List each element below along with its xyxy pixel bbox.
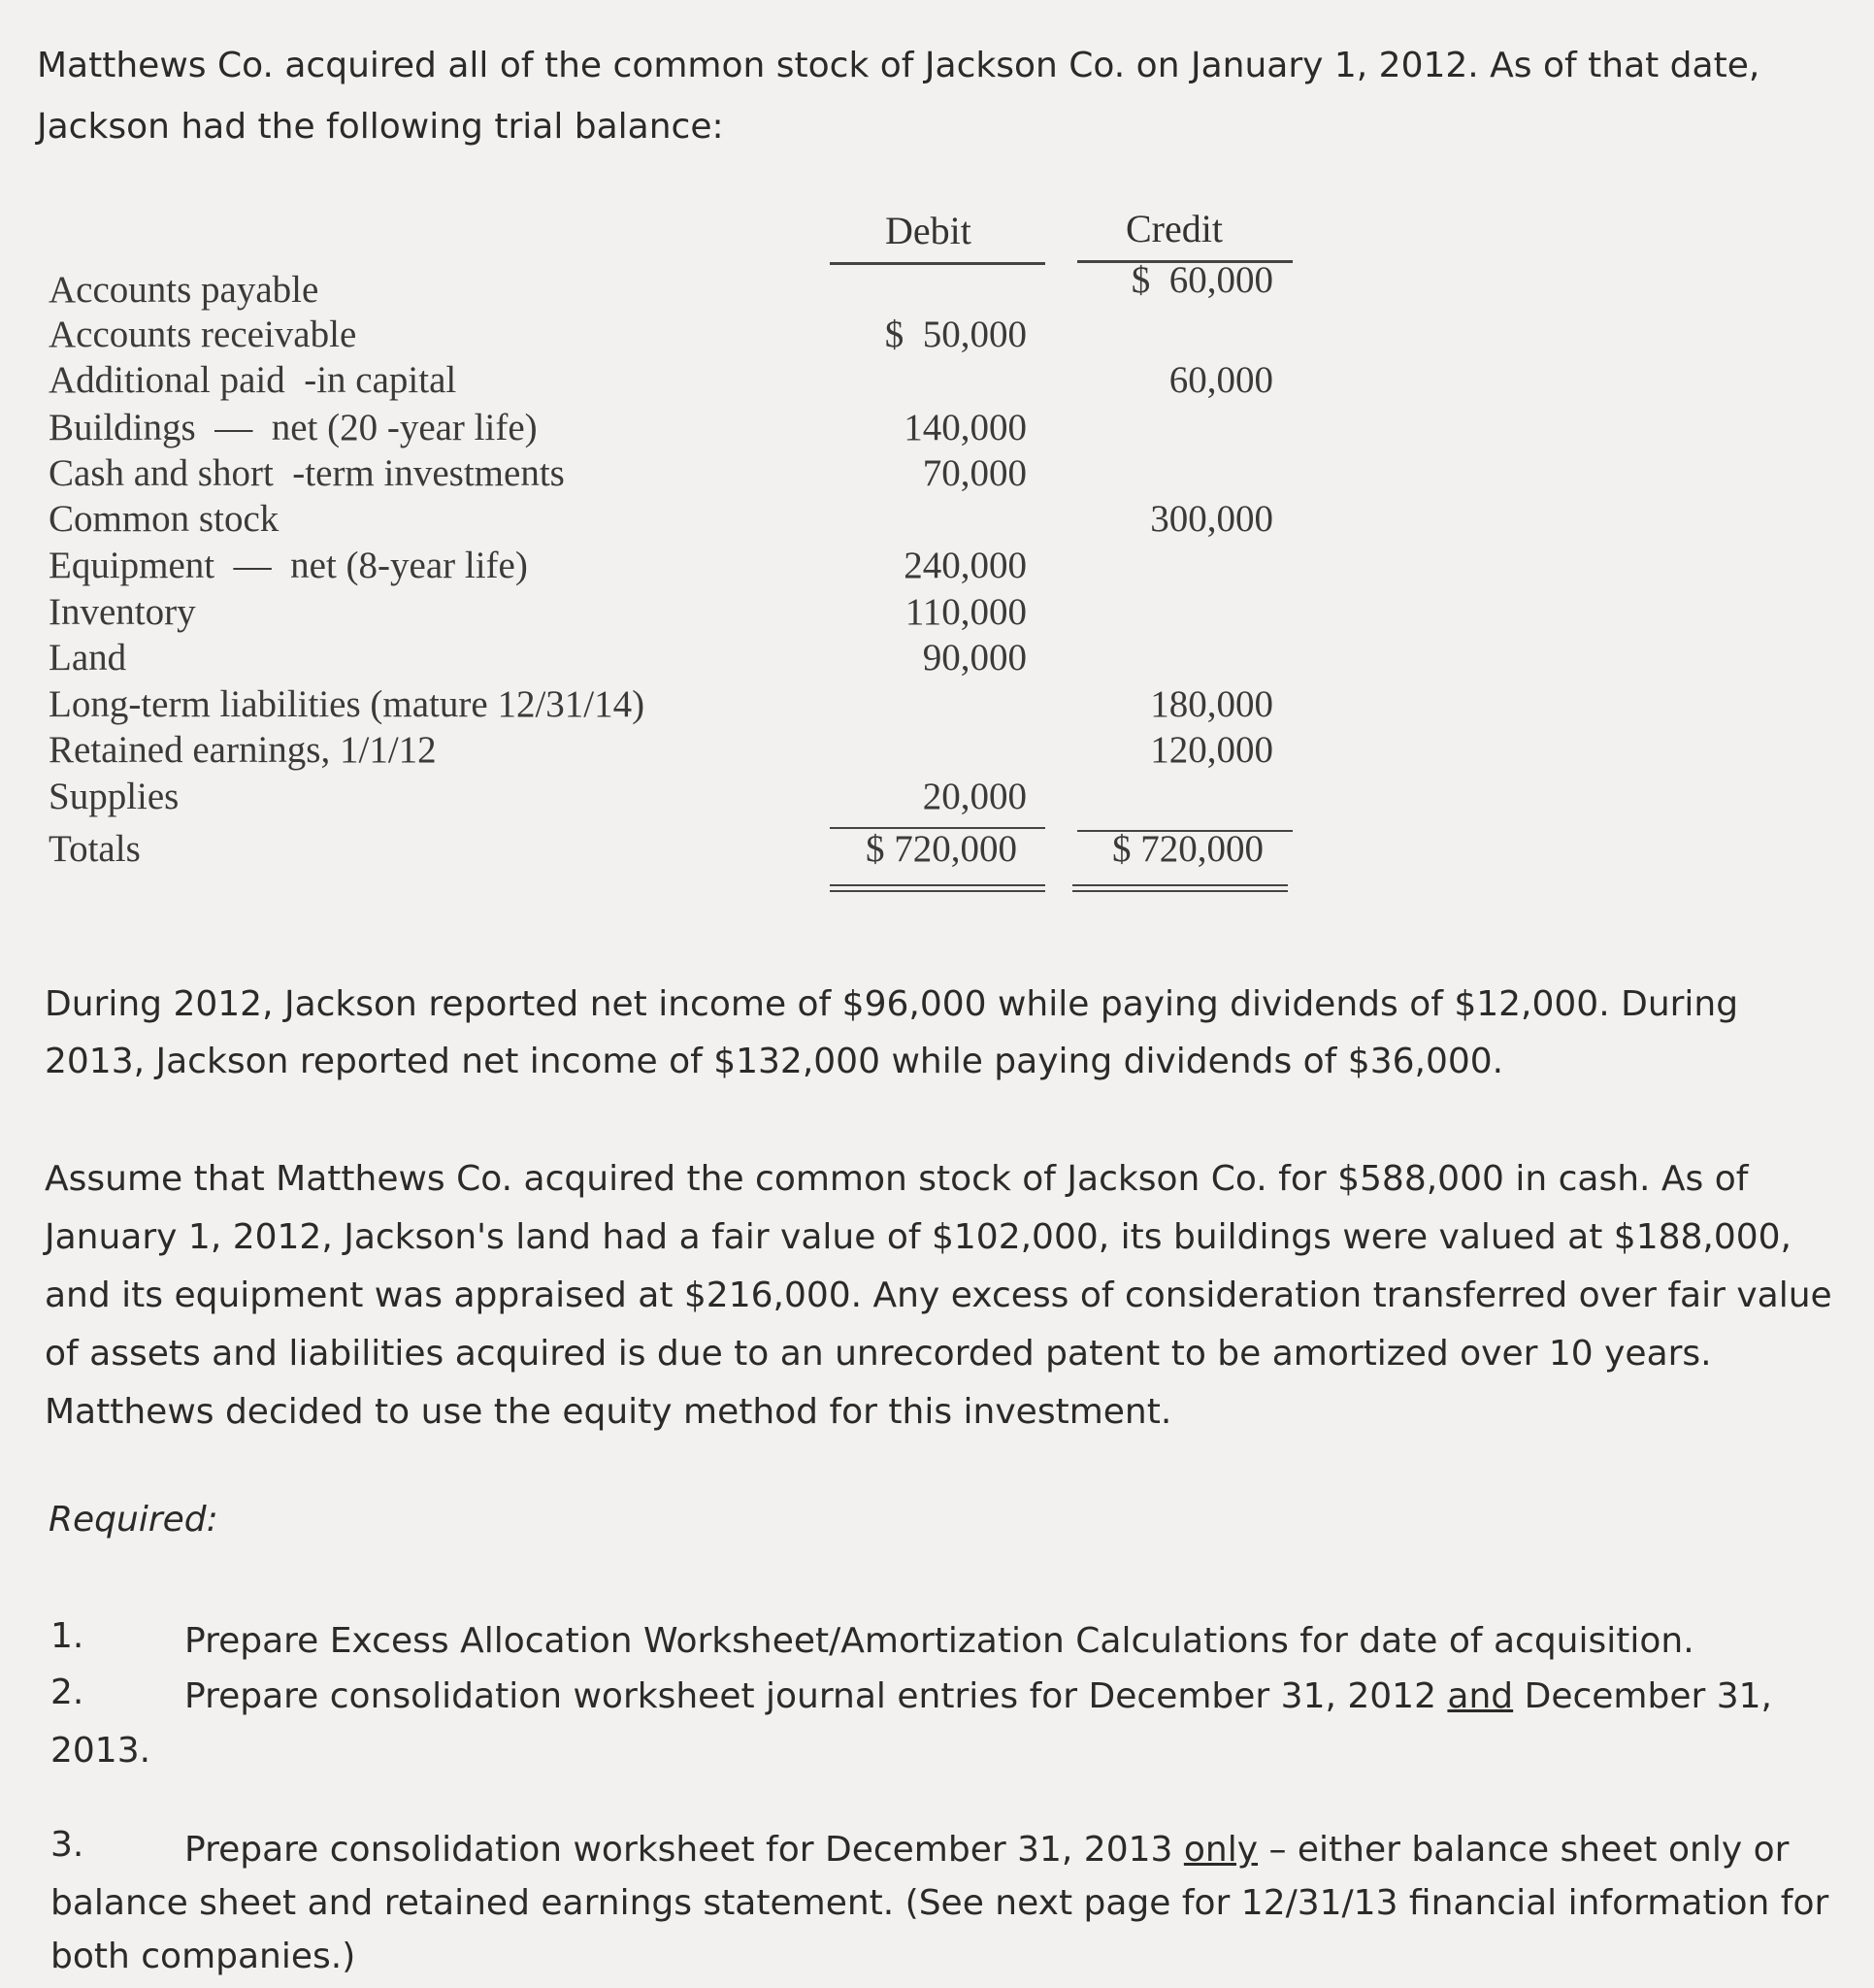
intro-paragraph xyxy=(37,35,1823,157)
table-row xyxy=(0,590,1874,636)
item-3-number: 3. xyxy=(50,1825,84,1865)
item-3-line-2: balance sheet and retained earnings statement. (See next page for 12/31/13 financial information for xyxy=(50,1883,1829,1923)
income-paragraph: During 2012, Jackson reported net income of $96,000 while paying dividends of $12,000. During 2013, Jackson reported net income of $132,000 while paying dividends of $36,000. xyxy=(45,984,1739,1081)
item-2-number: 2. xyxy=(50,1673,84,1712)
row-credit: $ 60,000 xyxy=(1131,259,1273,301)
row-label: Retained earnings, 1/1/12 xyxy=(49,729,437,771)
row-debit: 240,000 xyxy=(904,545,1027,586)
row-label: Long-term liabilities (mature 12/31/14) xyxy=(49,683,645,725)
totals-debit: $ 720,000 xyxy=(866,828,1017,870)
item-2-continuation: 2013. xyxy=(50,1731,151,1771)
row-credit: 180,000 xyxy=(1150,683,1273,725)
row-debit: 90,000 xyxy=(922,637,1027,679)
item-3-underlined: only xyxy=(1183,1830,1259,1870)
table-row xyxy=(0,451,1874,497)
intro-line-2: Jackson had the following trial balance: xyxy=(37,107,724,147)
row-debit: 70,000 xyxy=(922,452,1027,494)
item-2-text-part: Prepare consolidation worksheet journal entries for December 31, 2012 xyxy=(184,1676,1448,1716)
item-2-text xyxy=(184,1676,1772,1716)
row-credit: 120,000 xyxy=(1150,729,1273,771)
row-credit: 60,000 xyxy=(1168,359,1273,401)
row-label: Additional paid -in capital xyxy=(49,359,457,401)
table-row xyxy=(0,406,1874,451)
totals-credit: $ 720,000 xyxy=(1112,828,1264,870)
table-row xyxy=(0,775,1874,820)
table-row xyxy=(0,259,1874,314)
table-row xyxy=(0,358,1874,404)
table-row xyxy=(0,728,1874,774)
required-heading: Required: xyxy=(49,1500,218,1540)
row-debit: 140,000 xyxy=(904,407,1027,448)
credit-double-rule-top xyxy=(1072,884,1288,886)
row-label: Accounts payable xyxy=(49,269,319,311)
row-label: Common stock xyxy=(49,498,279,540)
table-row xyxy=(0,636,1874,681)
item-3-line-3: both companies.) xyxy=(50,1937,356,1976)
row-label: Equipment — net (8-year life) xyxy=(49,545,528,586)
debit-double-rule-top xyxy=(830,884,1045,886)
debit-header: Debit xyxy=(885,209,971,252)
table-row xyxy=(0,544,1874,589)
item-3-text xyxy=(184,1830,1789,1870)
debit-double-rule-bottom xyxy=(830,890,1045,892)
table-row xyxy=(0,682,1874,728)
credit-header: Credit xyxy=(1126,207,1223,250)
item-3-text-part: – either balance sheet only or xyxy=(1258,1830,1790,1870)
table-row xyxy=(0,497,1874,543)
row-label: Accounts receivable xyxy=(49,314,357,355)
item-2-underlined: and xyxy=(1447,1676,1514,1716)
totals-label: Totals xyxy=(49,828,141,870)
row-label: Inventory xyxy=(49,591,196,633)
row-label: Land xyxy=(49,637,127,679)
credit-double-rule-bottom xyxy=(1072,890,1288,892)
item-1-number: 1. xyxy=(50,1616,84,1656)
row-label: Supplies xyxy=(49,776,180,817)
table-row xyxy=(0,313,1874,358)
row-credit: 300,000 xyxy=(1150,498,1273,540)
row-debit: 110,000 xyxy=(904,591,1027,633)
item-2-text-part: December 31, xyxy=(1513,1676,1772,1716)
item-3-text-part: Prepare consolidation worksheet for December 31, 2013 xyxy=(184,1830,1184,1870)
item-1-text: Prepare Excess Allocation Worksheet/Amortization Calculations for date of acquisition. xyxy=(184,1621,1694,1661)
assumption-paragraph: Assume that Matthews Co. acquired the common stock of Jackson Co. for $588,000 in cash. As of January 1, 2012, Jackson's land had a fair value of $102,000, its buildings were valued at $188,000, and its equipment was appraised at $216,000. Any excess of consideration transferred over fair value of assets and liabilities acquired is due to an unrecorded patent to be amortized over 10 years. Matthews decided to use the equity method for this investment. xyxy=(45,1159,1832,1432)
row-label: Buildings — net (20 -year life) xyxy=(49,407,538,448)
row-label: Cash and short -term investments xyxy=(49,452,565,494)
row-debit: 20,000 xyxy=(922,776,1027,817)
intro-line-1: Matthews Co. acquired all of the common stock of Jackson Co. on January 1, 2012. As of that date, xyxy=(37,46,1760,85)
row-debit: $ 50,000 xyxy=(884,314,1027,355)
totals-row xyxy=(0,827,1874,873)
